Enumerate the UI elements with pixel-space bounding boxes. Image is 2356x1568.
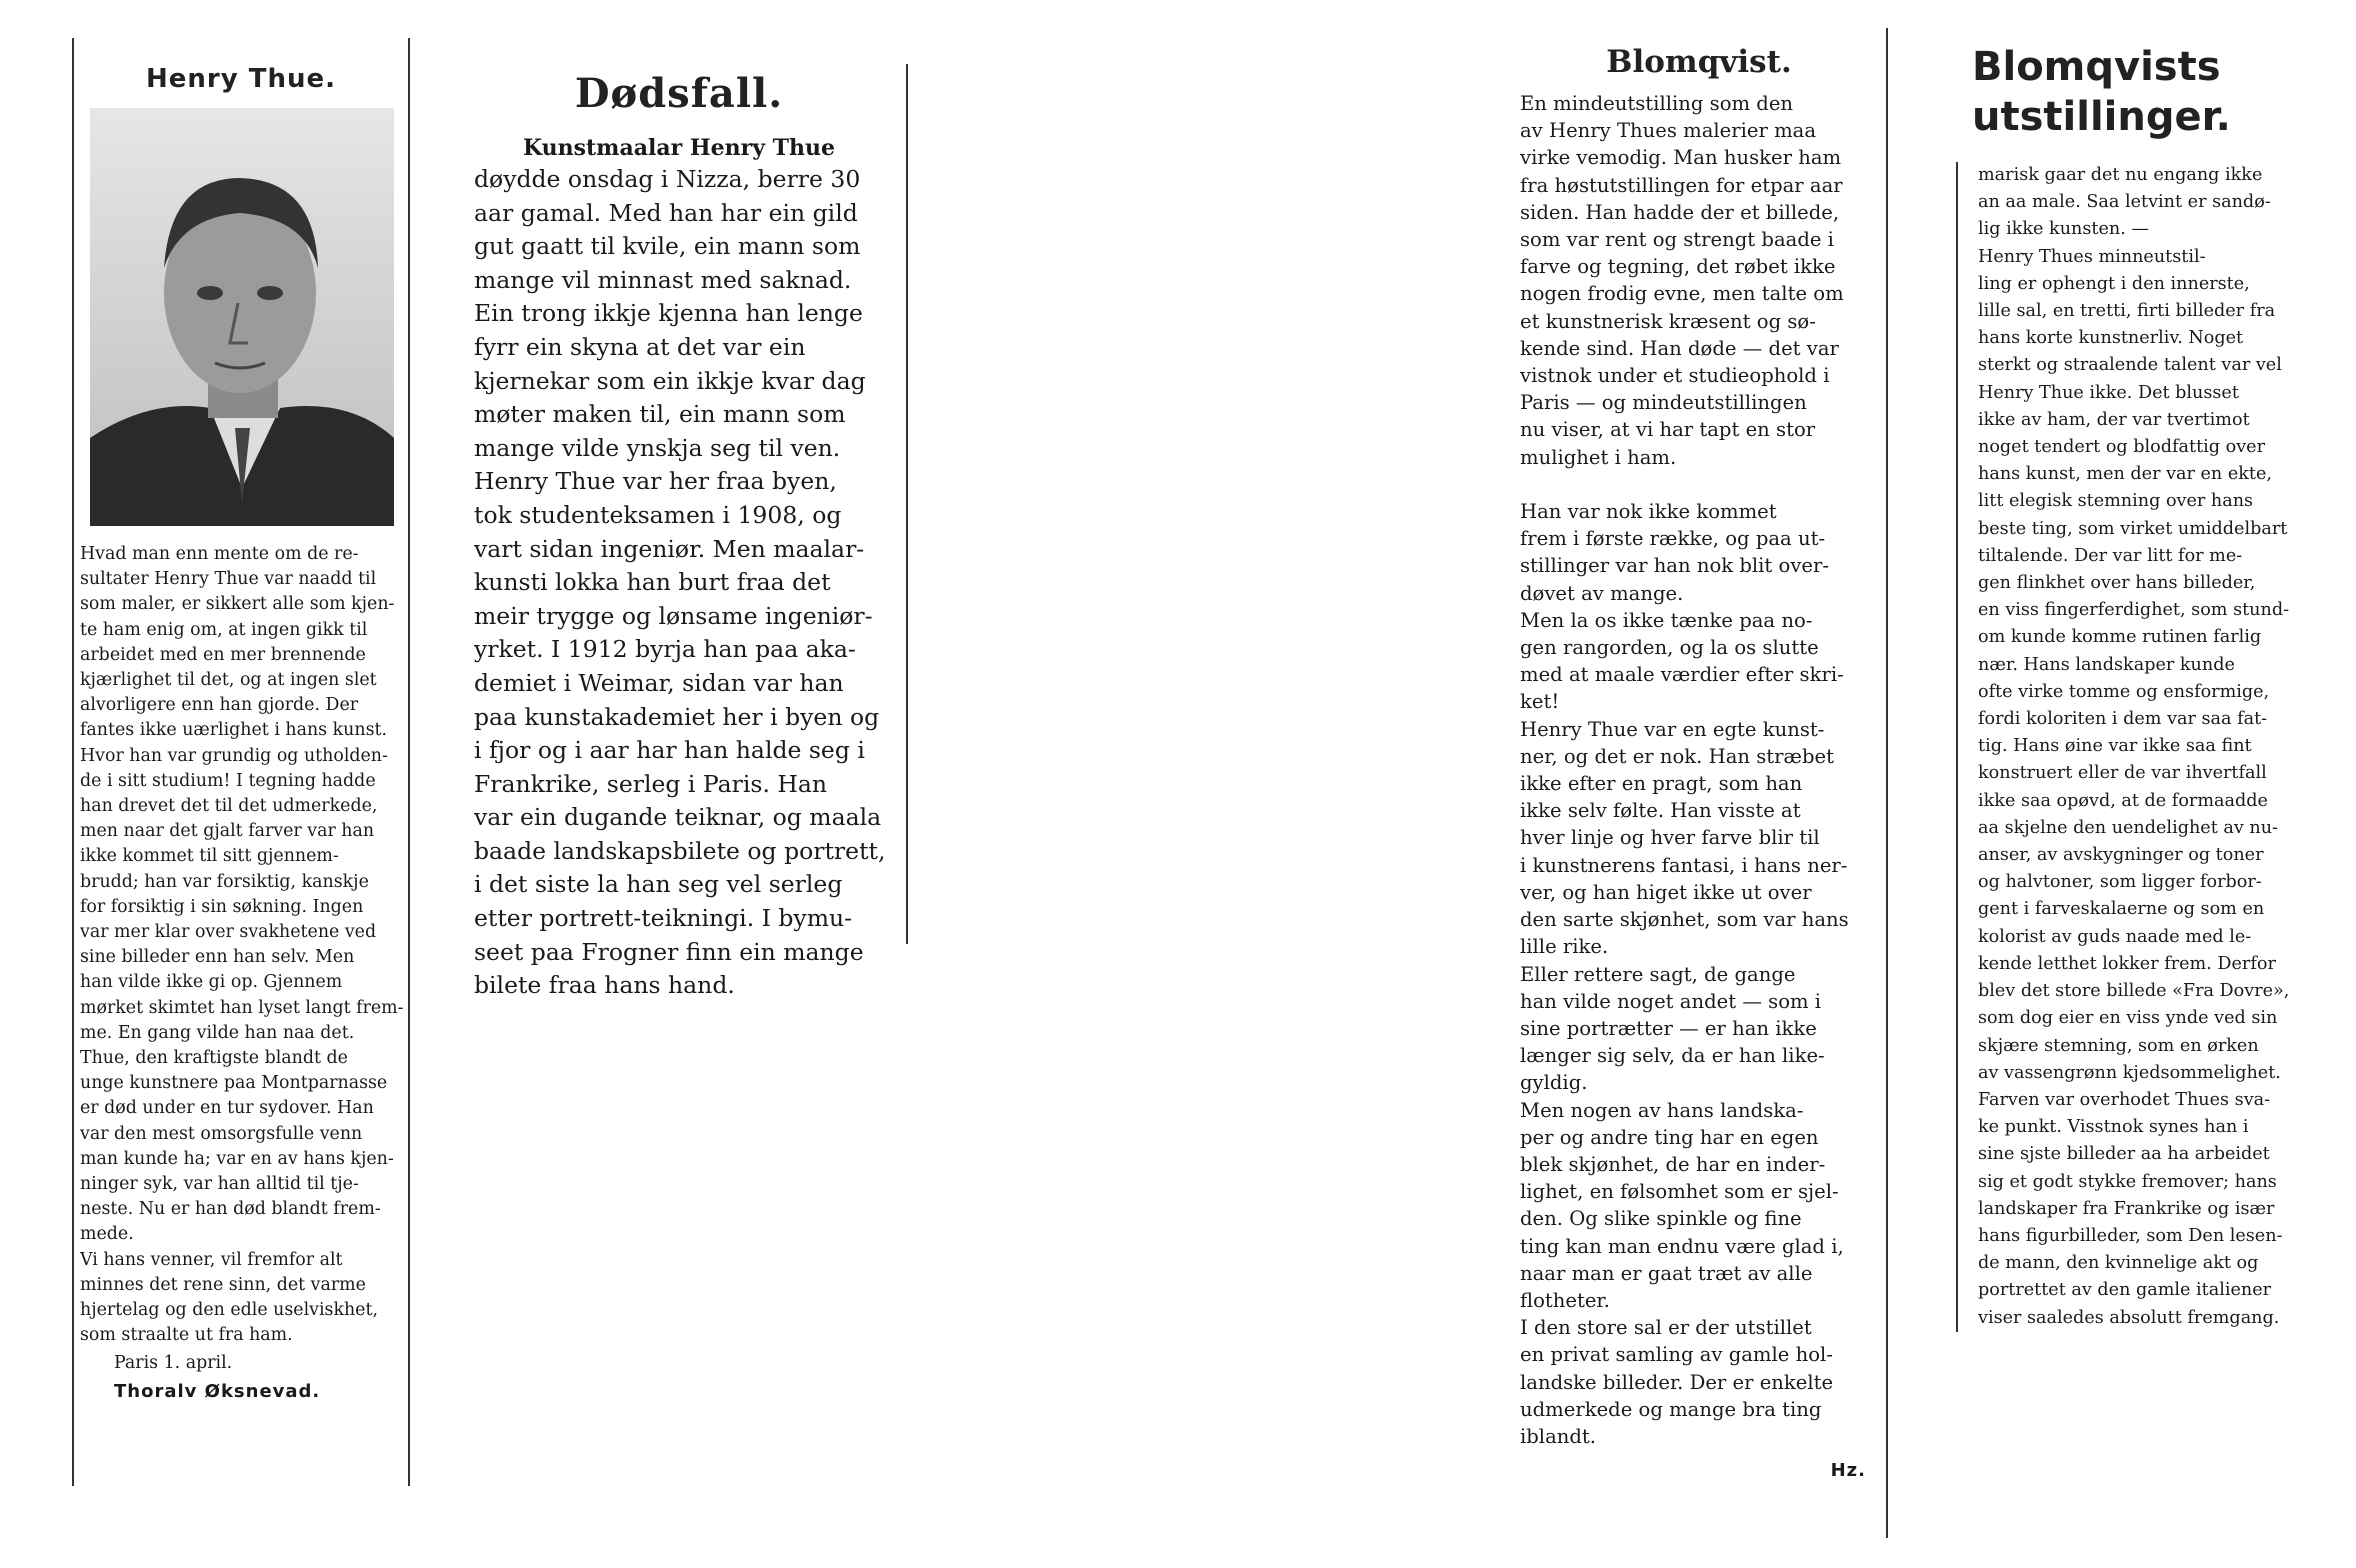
text-line: baade landskapsbilete og portrett, bbox=[474, 836, 886, 865]
clipping-dodsfall bbox=[452, 64, 908, 1000]
text-line: hans korte kunstnerliv. Noget bbox=[1978, 328, 2244, 349]
clipping-1-dateline: Paris 1. april. bbox=[114, 1352, 233, 1373]
clipping-2-body bbox=[452, 163, 906, 1003]
text-line: Farven var overhodet Thues sva- bbox=[1978, 1089, 2271, 1110]
text-line: den. Og slike spinkle og fine bbox=[1520, 1207, 1802, 1231]
portrait-photo-icon bbox=[90, 108, 394, 526]
text-line: Men nogen av hans landska- bbox=[1520, 1098, 1804, 1122]
text-line: i det siste la han seg vel serleg bbox=[474, 870, 843, 899]
clipping-3-signature: Hz. bbox=[1830, 1460, 1866, 1482]
text-line: alvorligere enn han gjorde. Der bbox=[80, 695, 359, 716]
clipping-2-subtitle: Kunstmaalar Henry Thue bbox=[523, 135, 835, 161]
text-line: tig. Hans øine var ikke saa fint bbox=[1978, 736, 2252, 757]
text-line: som straalte ut fra ham. bbox=[80, 1325, 293, 1346]
text-line: nu viser, at vi har tapt en stor bbox=[1520, 418, 1816, 442]
text-line: ikke selv følte. Han visste at bbox=[1520, 799, 1801, 823]
text-line: en privat samling av gamle hol- bbox=[1520, 1343, 1833, 1367]
text-line: fra høstutstillingen for etpar aar bbox=[1520, 173, 1843, 197]
text-line: landskaper fra Frankrike og især bbox=[1978, 1198, 2275, 1219]
text-line: Han var nok ikke kommet bbox=[1520, 500, 1777, 524]
text-line: mulighet i ham. bbox=[1520, 445, 1677, 469]
text-line: han vilde ikke gi op. Gjennem bbox=[80, 972, 343, 993]
text-line: men naar det gjalt farver var han bbox=[80, 821, 375, 842]
text-line: kjærlighet til det, og at ingen slet bbox=[80, 670, 377, 691]
text-line: blev det store billede «Fra Dovre», bbox=[1978, 981, 2290, 1002]
text-line: naar man er gaat træt av alle bbox=[1520, 1261, 1813, 1285]
text-line: var ein dugande teiknar, og maala bbox=[474, 803, 882, 832]
text-line: mange vil minnast med saknad. bbox=[474, 265, 852, 294]
clipping-4-title-line-1: Blomqvists bbox=[1972, 44, 2221, 90]
text-line: sig et godt stykke fremover; hans bbox=[1978, 1171, 2277, 1192]
text-line: kunsti lokka han burt fraa det bbox=[474, 568, 831, 597]
text-line: mange vilde ynskja seg til ven. bbox=[474, 433, 841, 462]
text-line: ting kan man endnu være glad i, bbox=[1520, 1234, 1844, 1258]
text-line: med at maale værdier efter skri- bbox=[1520, 663, 1844, 687]
text-line: et kunstnerisk kræsent og sø- bbox=[1520, 309, 1816, 333]
text-line: litt elegisk stemning over hans bbox=[1978, 491, 2254, 512]
text-line: tiltalende. Der var litt for me- bbox=[1978, 545, 2243, 566]
text-line: farve og tegning, det røbet ikke bbox=[1520, 255, 1836, 279]
text-line: nær. Hans landskaper kunde bbox=[1978, 654, 2235, 675]
text-line: som var rent og strengt baade i bbox=[1520, 228, 1834, 252]
text-line: Henry Thue var her fraa byen, bbox=[474, 467, 837, 496]
clipping-3-body bbox=[1512, 90, 1886, 1450]
text-line: aar gamal. Med han har ein gild bbox=[474, 198, 858, 227]
text-line: for forsiktig i sin søkning. Ingen bbox=[80, 896, 364, 917]
text-line: er død under en tur sydover. Han bbox=[80, 1098, 374, 1119]
text-line: Thue, den kraftigste blandt de bbox=[80, 1048, 348, 1069]
text-line: lig ikke kunsten. — bbox=[1978, 219, 2150, 240]
text-line: han drevet det til det udmerkede, bbox=[80, 796, 378, 817]
text-line: Eller rettere sagt, de gange bbox=[1520, 962, 1796, 986]
text-line: nogen frodig evne, men talte om bbox=[1520, 282, 1844, 306]
text-line: mørket skimtet han lyset langt frem- bbox=[80, 997, 404, 1018]
text-line: yrket. I 1912 byrja han paa aka- bbox=[474, 635, 856, 664]
text-line: tok studenteksamen i 1908, og bbox=[474, 500, 842, 529]
text-line: kjernekar som ein ikkje kvar dag bbox=[474, 366, 866, 395]
text-line: hjertelag og den edle uselviskhet, bbox=[80, 1300, 378, 1321]
text-line: hver linje og hver farve blir til bbox=[1520, 826, 1820, 850]
text-line: vistnok under et studieophold i bbox=[1520, 364, 1830, 388]
text-line: og halvtoner, som ligger forbor- bbox=[1978, 872, 2262, 893]
text-line: fordi koloriten i dem var saa fat- bbox=[1978, 709, 2268, 730]
text-line: Henry Thue var en egte kunst- bbox=[1520, 717, 1825, 741]
text-line: kende sind. Han døde — det var bbox=[1520, 336, 1839, 360]
text-line: ikke av ham, der var tvertimot bbox=[1978, 409, 2250, 430]
text-line: gut gaatt til kvile, ein mann som bbox=[474, 232, 861, 261]
text-line: blek skjønhet, de har en inder- bbox=[1520, 1152, 1826, 1176]
text-line: døydde onsdag i Nizza, berre 30 bbox=[474, 165, 861, 193]
text-line: i fjor og i aar har han halde seg i bbox=[474, 736, 865, 765]
text-line: sine billeder enn han selv. Men bbox=[80, 947, 355, 968]
text-line: fantes ikke uærlighet i hans kunst. bbox=[80, 720, 388, 741]
text-line: an aa male. Saa letvint er sandø- bbox=[1978, 192, 2271, 213]
clipping-1-title: Henry Thue. bbox=[146, 64, 336, 94]
text-line: ner, og det er nok. Han stræbet bbox=[1520, 744, 1834, 768]
text-line: flotheter. bbox=[1520, 1288, 1610, 1312]
text-line: me. En gang vilde han naa det. bbox=[80, 1022, 355, 1043]
text-line: de mann, den kvinnelige akt og bbox=[1978, 1253, 2259, 1274]
text-line: lille sal, en tretti, firti billeder fra bbox=[1978, 301, 2276, 322]
text-line: virke vemodig. Man husker ham bbox=[1520, 146, 1842, 170]
text-line: Paris — og mindeutstillingen bbox=[1520, 391, 1807, 415]
text-line: ofte virke tomme og ensformige, bbox=[1978, 681, 2270, 702]
text-line: minnes det rene sinn, det varme bbox=[80, 1274, 366, 1295]
text-line: gen flinkhet over hans billeder, bbox=[1978, 573, 2256, 594]
text-line: marisk gaar det nu engang ikke bbox=[1978, 165, 2263, 185]
text-line: ikke saa opøvd, at de formaadde bbox=[1978, 790, 2268, 811]
text-line: ver, og han higet ikke ut over bbox=[1520, 880, 1812, 904]
text-line: meir trygge og lønsame ingeniør- bbox=[474, 601, 873, 630]
text-line: møter maken til, ein mann som bbox=[474, 400, 846, 429]
text-line: sterkt og straalende talent var vel bbox=[1978, 355, 2282, 376]
text-line: vart sidan ingeniør. Men maalar- bbox=[474, 534, 865, 563]
text-line: paa kunstakademiet her i byen og bbox=[474, 702, 880, 731]
text-line: gyldig. bbox=[1520, 1071, 1588, 1095]
text-line: Henry Thue ikke. Det blusset bbox=[1978, 382, 2239, 403]
text-line: portrettet av den gamle italiener bbox=[1978, 1280, 2272, 1301]
text-line: hans figurbilleder, som Den lesen- bbox=[1978, 1225, 2283, 1246]
text-line: i kunstnerens fantasi, i hans ner- bbox=[1520, 853, 1848, 877]
text-line: noget tendert og blodfattig over bbox=[1978, 437, 2265, 458]
text-line: sine sjste billeder aa ha arbeidet bbox=[1978, 1144, 2270, 1165]
text-line: Hvor han var grundig og utholden- bbox=[80, 745, 388, 766]
text-line: Frankrike, serleg i Paris. Han bbox=[474, 769, 828, 798]
text-line: ket! bbox=[1520, 690, 1560, 714]
text-line: anser, av avskygninger og toner bbox=[1978, 845, 2264, 866]
text-line: den sarte skjønhet, som var hans bbox=[1520, 908, 1849, 932]
text-line: beste ting, som virket umiddelbart bbox=[1978, 518, 2288, 539]
text-line: viser saaledes absolutt fremgang. bbox=[1978, 1307, 2280, 1328]
text-line: stillinger var han nok blit over- bbox=[1520, 554, 1829, 578]
clipping-3-title: Blomqvist. bbox=[1606, 44, 1792, 80]
text-line: brudd; han var forsiktig, kanskje bbox=[80, 871, 369, 892]
text-line: mede. bbox=[80, 1224, 134, 1245]
text-line: Men la os ikke tænke paa no- bbox=[1520, 608, 1813, 632]
text-line: sine portrætter — er han ikke bbox=[1520, 1016, 1817, 1040]
text-line: som maler, er sikkert alle som kjen- bbox=[80, 594, 395, 615]
text-line: man kunde ha; var en av hans kjen- bbox=[80, 1148, 394, 1169]
text-line: seet paa Frogner finn ein mange bbox=[474, 937, 864, 966]
clipping-2-title: Dødsfall. bbox=[574, 70, 784, 117]
text-line: ling er ophengt i den innerste, bbox=[1978, 273, 2250, 294]
text-line: iblandt. bbox=[1520, 1424, 1597, 1448]
text-line: ikke kommet til sitt gjennem- bbox=[80, 846, 339, 867]
text-line: om kunde komme rutinen farlig bbox=[1978, 627, 2262, 648]
text-line: Ein trong ikkje kjenna han lenge bbox=[474, 299, 863, 328]
text-line: lille rike. bbox=[1520, 935, 1609, 959]
text-line: en viss fingerferdighet, som stund- bbox=[1978, 600, 2290, 621]
text-line: frem i første række, og paa ut- bbox=[1520, 527, 1826, 551]
text-line: av vassengrønn kjedsommelighet. bbox=[1978, 1062, 2281, 1083]
clipping-4-title-line-2: utstillinger. bbox=[1972, 94, 2231, 140]
clipping-1-signature: Thoralv Øksnevad. bbox=[114, 1380, 321, 1402]
text-line bbox=[1520, 471, 1886, 498]
text-line: I den store sal er der utstillet bbox=[1520, 1316, 1812, 1340]
text-line: kolorist av guds naade med le- bbox=[1978, 926, 2252, 947]
text-line: Vi hans venner, vil fremfor alt bbox=[80, 1249, 343, 1270]
text-line: demiet i Weimar, sidan var han bbox=[474, 668, 844, 697]
text-line: han vilde noget andet — som i bbox=[1520, 989, 1822, 1013]
clipping-blomqvist bbox=[1512, 28, 1888, 1538]
text-line: som dog eier en viss ynde ved sin bbox=[1978, 1008, 2278, 1029]
text-line: ikke efter en pragt, som han bbox=[1520, 772, 1803, 796]
text-line: var den mest omsorgsfulle venn bbox=[80, 1123, 363, 1144]
text-line: gent i farveskalaerne og som en bbox=[1978, 899, 2265, 920]
text-line: kende letthet lokker frem. Derfor bbox=[1978, 953, 2276, 974]
text-line: neste. Nu er han død blandt frem- bbox=[80, 1199, 381, 1220]
clipping-1-body bbox=[74, 542, 408, 1349]
text-line: fyrr ein skyna at det var ein bbox=[474, 332, 806, 361]
text-line: hans kunst, men der var en ekte, bbox=[1978, 464, 2272, 485]
text-line: Hvad man enn mente om de re- bbox=[80, 544, 359, 564]
text-line: ke punkt. Visstnok synes han i bbox=[1978, 1117, 2249, 1138]
text-line: døvet av mange. bbox=[1520, 581, 1684, 605]
text-line: aa skjelne den uendelighet av nu- bbox=[1978, 817, 2278, 838]
clipping-4-body bbox=[1956, 162, 2296, 1332]
text-line: de i sitt studium! I tegning hadde bbox=[80, 770, 376, 791]
text-line: var mer klar over svakhetene ved bbox=[80, 922, 377, 943]
text-line: unge kunstnere paa Montparnasse bbox=[80, 1073, 388, 1094]
text-line: ninger syk, var han alltid til tje- bbox=[80, 1174, 359, 1195]
text-line: gen rangorden, og la os slutte bbox=[1520, 636, 1819, 660]
text-line: av Henry Thues malerier maa bbox=[1520, 119, 1817, 143]
text-line: udmerkede og mange bra ting bbox=[1520, 1397, 1822, 1421]
text-line: længer sig selv, da er han like- bbox=[1520, 1044, 1825, 1068]
clipping-blomqvists-utstillinger bbox=[1956, 40, 2296, 1328]
text-line: bilete fraa hans hand. bbox=[474, 971, 735, 1000]
text-line: arbeidet med en mer brennende bbox=[80, 644, 366, 665]
text-line: En mindeutstilling som den bbox=[1520, 92, 1794, 115]
text-line: skjære stemning, som en ørken bbox=[1978, 1035, 2259, 1056]
text-line: per og andre ting har en egen bbox=[1520, 1125, 1819, 1149]
text-line: etter portrett-teikningi. I bymu- bbox=[474, 904, 853, 933]
clipping-henry-thue bbox=[72, 38, 410, 1486]
text-line: Henry Thues minneutstil- bbox=[1978, 246, 2206, 267]
text-line: te ham enig om, at ingen gikk til bbox=[80, 619, 368, 640]
text-line: sultater Henry Thue var naadd til bbox=[80, 569, 377, 590]
text-line: lighet, en følsomhet som er sjel- bbox=[1520, 1180, 1839, 1204]
text-line: siden. Han hadde der et billede, bbox=[1520, 200, 1840, 224]
text-line: landske billeder. Der er enkelte bbox=[1520, 1370, 1834, 1394]
text-line: konstruert eller de var ihvertfall bbox=[1978, 763, 2267, 784]
